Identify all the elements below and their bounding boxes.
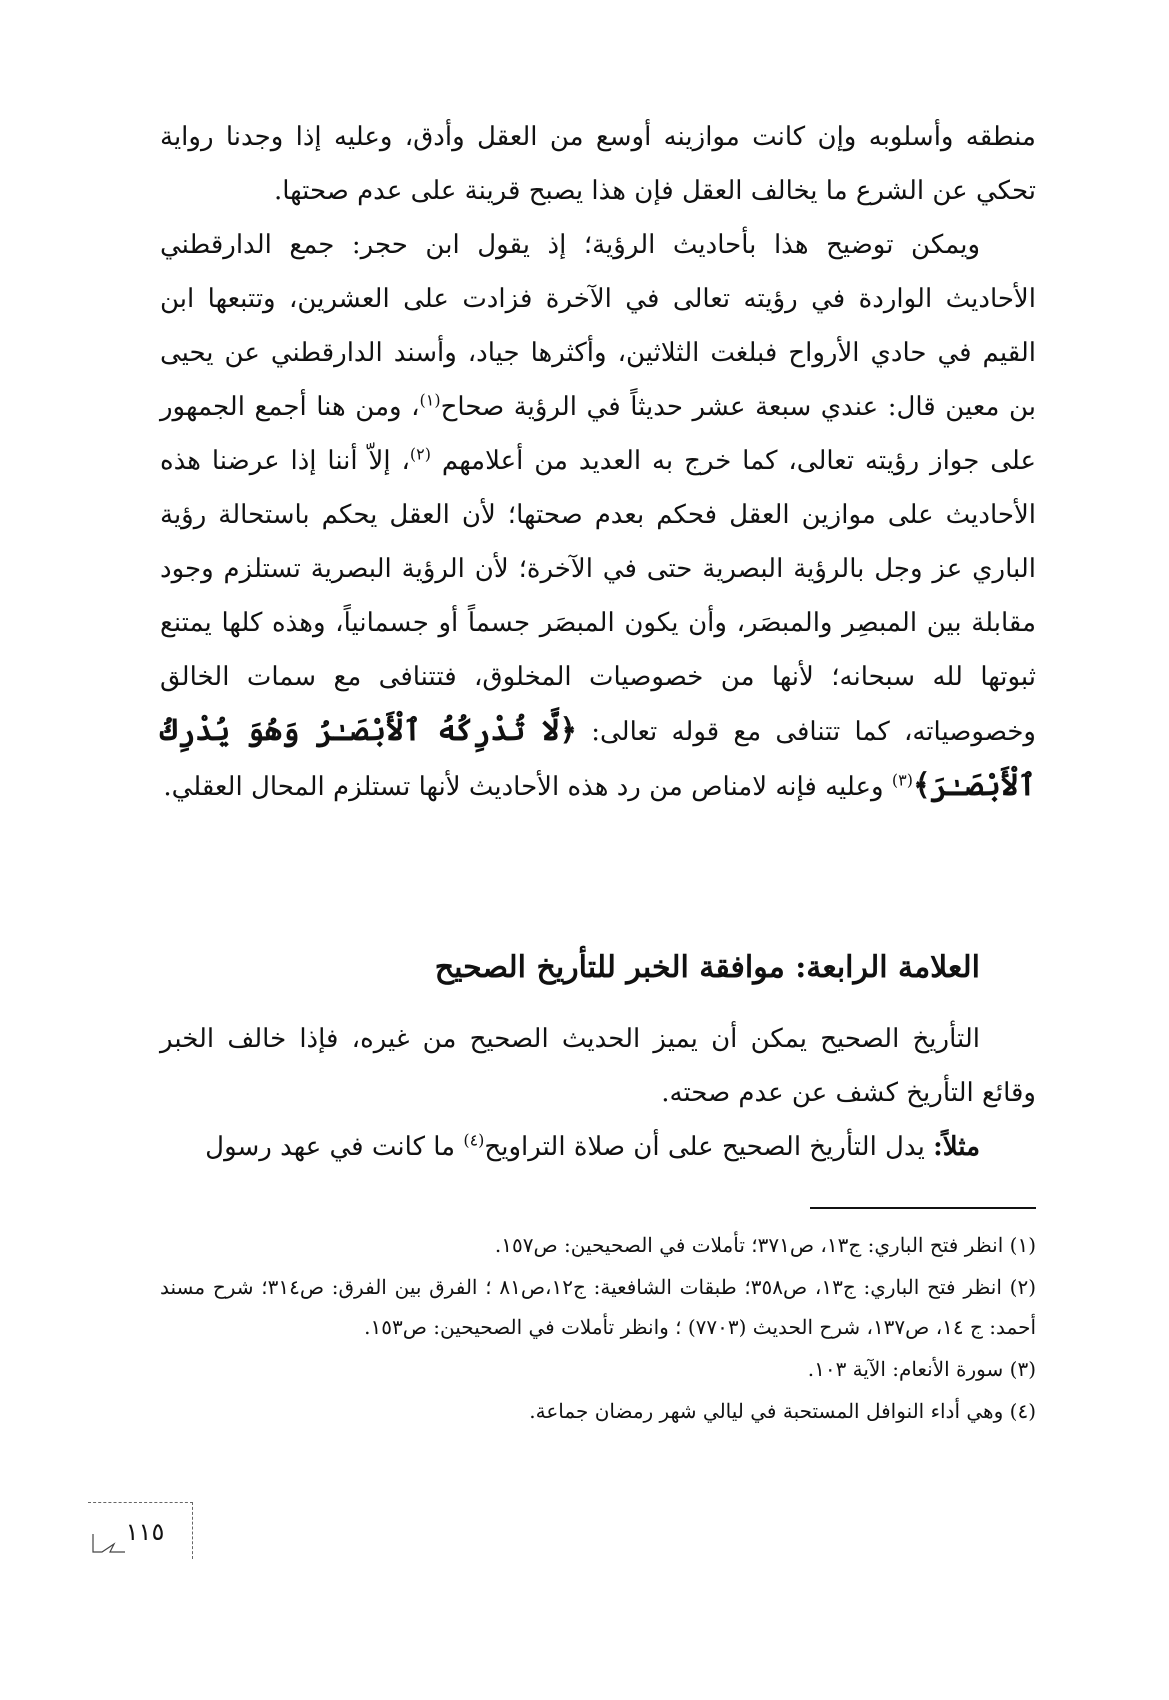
paragraph-text: وعليه فإنه لامناص من رد هذه الأحاديث لأنها تستلزم المحال العقلي. [163, 772, 884, 802]
quran-open-bracket: ﴿ [559, 713, 578, 748]
section-body [160, 1012, 1036, 1174]
footnote-ref-2: (٢) [409, 444, 431, 464]
footnote-ref-4: (٤) [463, 1130, 485, 1150]
footnote-3 [160, 1349, 1036, 1389]
footnote-number: (٤) [1009, 1399, 1036, 1423]
example-text: ما كانت في عهد رسول [205, 1132, 456, 1162]
footnote-2 [160, 1267, 1036, 1347]
section-example [160, 1120, 1036, 1174]
paragraph-intro-line2: تحكي عن الشرع ما يخالف العقل فإن هذا يصبح قرينة على عدم صحتها. [273, 176, 1036, 206]
paragraph-vision-hadith [160, 218, 1036, 814]
footnote-divider [810, 1207, 1036, 1209]
footnote-text: انظر فتح الباري: ج١٣، ص٣٥٨؛ طبقات الشافعية: ج١٢،ص٨١ ؛ الفرق بين الفرق: ص٣١٤؛ شرح مسند أحمد: ج ١٤، ص١٣٧، شرح الحديث (٧٧٠٣) ؛ وانظر تأملات في الصحيحين: ص١٥٣. [160, 1275, 1036, 1339]
section-paragraph: التأريخ الصحيح يمكن أن يميز الحديث الصحيح من غيره، فإذا خالف الخبر وقائع التأريخ كشف عن عدم صحته. [160, 1024, 1036, 1108]
footnote-ref-3: (٣) [891, 770, 913, 790]
quran-verse: لَّا تُدْرِكُهُ ٱلْأَبْصَـٰرُ وَهُوَ يُدْرِكُ ٱلْأَبْصَـٰرَ [160, 713, 1036, 803]
paragraph-intro [160, 110, 1036, 218]
example-text: يدل التأريخ الصحيح على أن صلاة التراويح [484, 1132, 925, 1162]
main-body [160, 110, 1036, 814]
example-lead: مثلاً: [933, 1132, 980, 1162]
footnote-text: سورة الأنعام: الآية ١٠٣. [807, 1357, 1004, 1381]
paragraph-text: ، ومن هنا أجمع الجمهور على جواز رؤيته تعالى، كما خرج به العديد من أعلامهم [160, 392, 1036, 476]
paragraph-intro-line1: منطقه وأسلوبه وإن كانت موازينه أوسع من العقل وأدق، وعليه إذا وجدنا رواية [160, 122, 1036, 152]
footnote-text: وهي أداء النوافل المستحبة في ليالي شهر رمضان جماعة. [529, 1399, 1004, 1423]
footnote-1 [160, 1225, 1036, 1265]
footnote-ref-1: (١) [419, 390, 441, 410]
footnote-number: (٣) [1009, 1357, 1036, 1381]
footnote-number: (١) [1009, 1233, 1036, 1257]
footnote-4 [160, 1391, 1036, 1431]
footnotes [160, 1225, 1036, 1433]
footnote-number: (٢) [1009, 1275, 1037, 1299]
paragraph-text: ، إلاّ أننا إذا عرضنا هذه الأحاديث على موازين العقل فحكم بعدم صحتها؛ لأن العقل يحكم باستحالة رؤية الباري عز وجل بالرؤية البصرية حتى في الآخرة؛ لأن الرؤية البصرية تستلزم وجود مقابلة بين المبصِر والمبصَر، وأن يكون المبصَر جسماً أو جسمانياً، وهذه كلها يمتنع ثبوتها لله سبحانه؛ لأنها من خصوصيات المخلوق، فتتنافى مع سمات الخالق وخصوصياته، كما تتنافى مع قوله تعالى: [160, 446, 1036, 747]
section-heading: العلامة الرابعة: موافقة الخبر للتأريخ الصحيح [434, 950, 980, 985]
footnote-text: انظر فتح الباري: ج١٣، ص٣٧١؛ تأملات في الصحيحين: ص١٥٧. [494, 1233, 1004, 1257]
quran-close-bracket: ﴾ [912, 768, 931, 803]
page-number: ١١٥ [125, 1518, 165, 1546]
paragraph-text: ويمكن توضيح هذا بأحاديث الرؤية؛ إذ يقول ابن حجر: جمع الدارقطني الأحاديث الواردة في رؤيته تعالى في الآخرة فزادت على العشرين، وتتبعها ابن القيم في حادي الأرواح فبلغت الثلاثين، وأكثرها جياد، وأسند الدارقطني عن يحيى بن معين قال: عندي سبعة عشر حديثاً في الرؤية صحاح [160, 230, 1037, 422]
